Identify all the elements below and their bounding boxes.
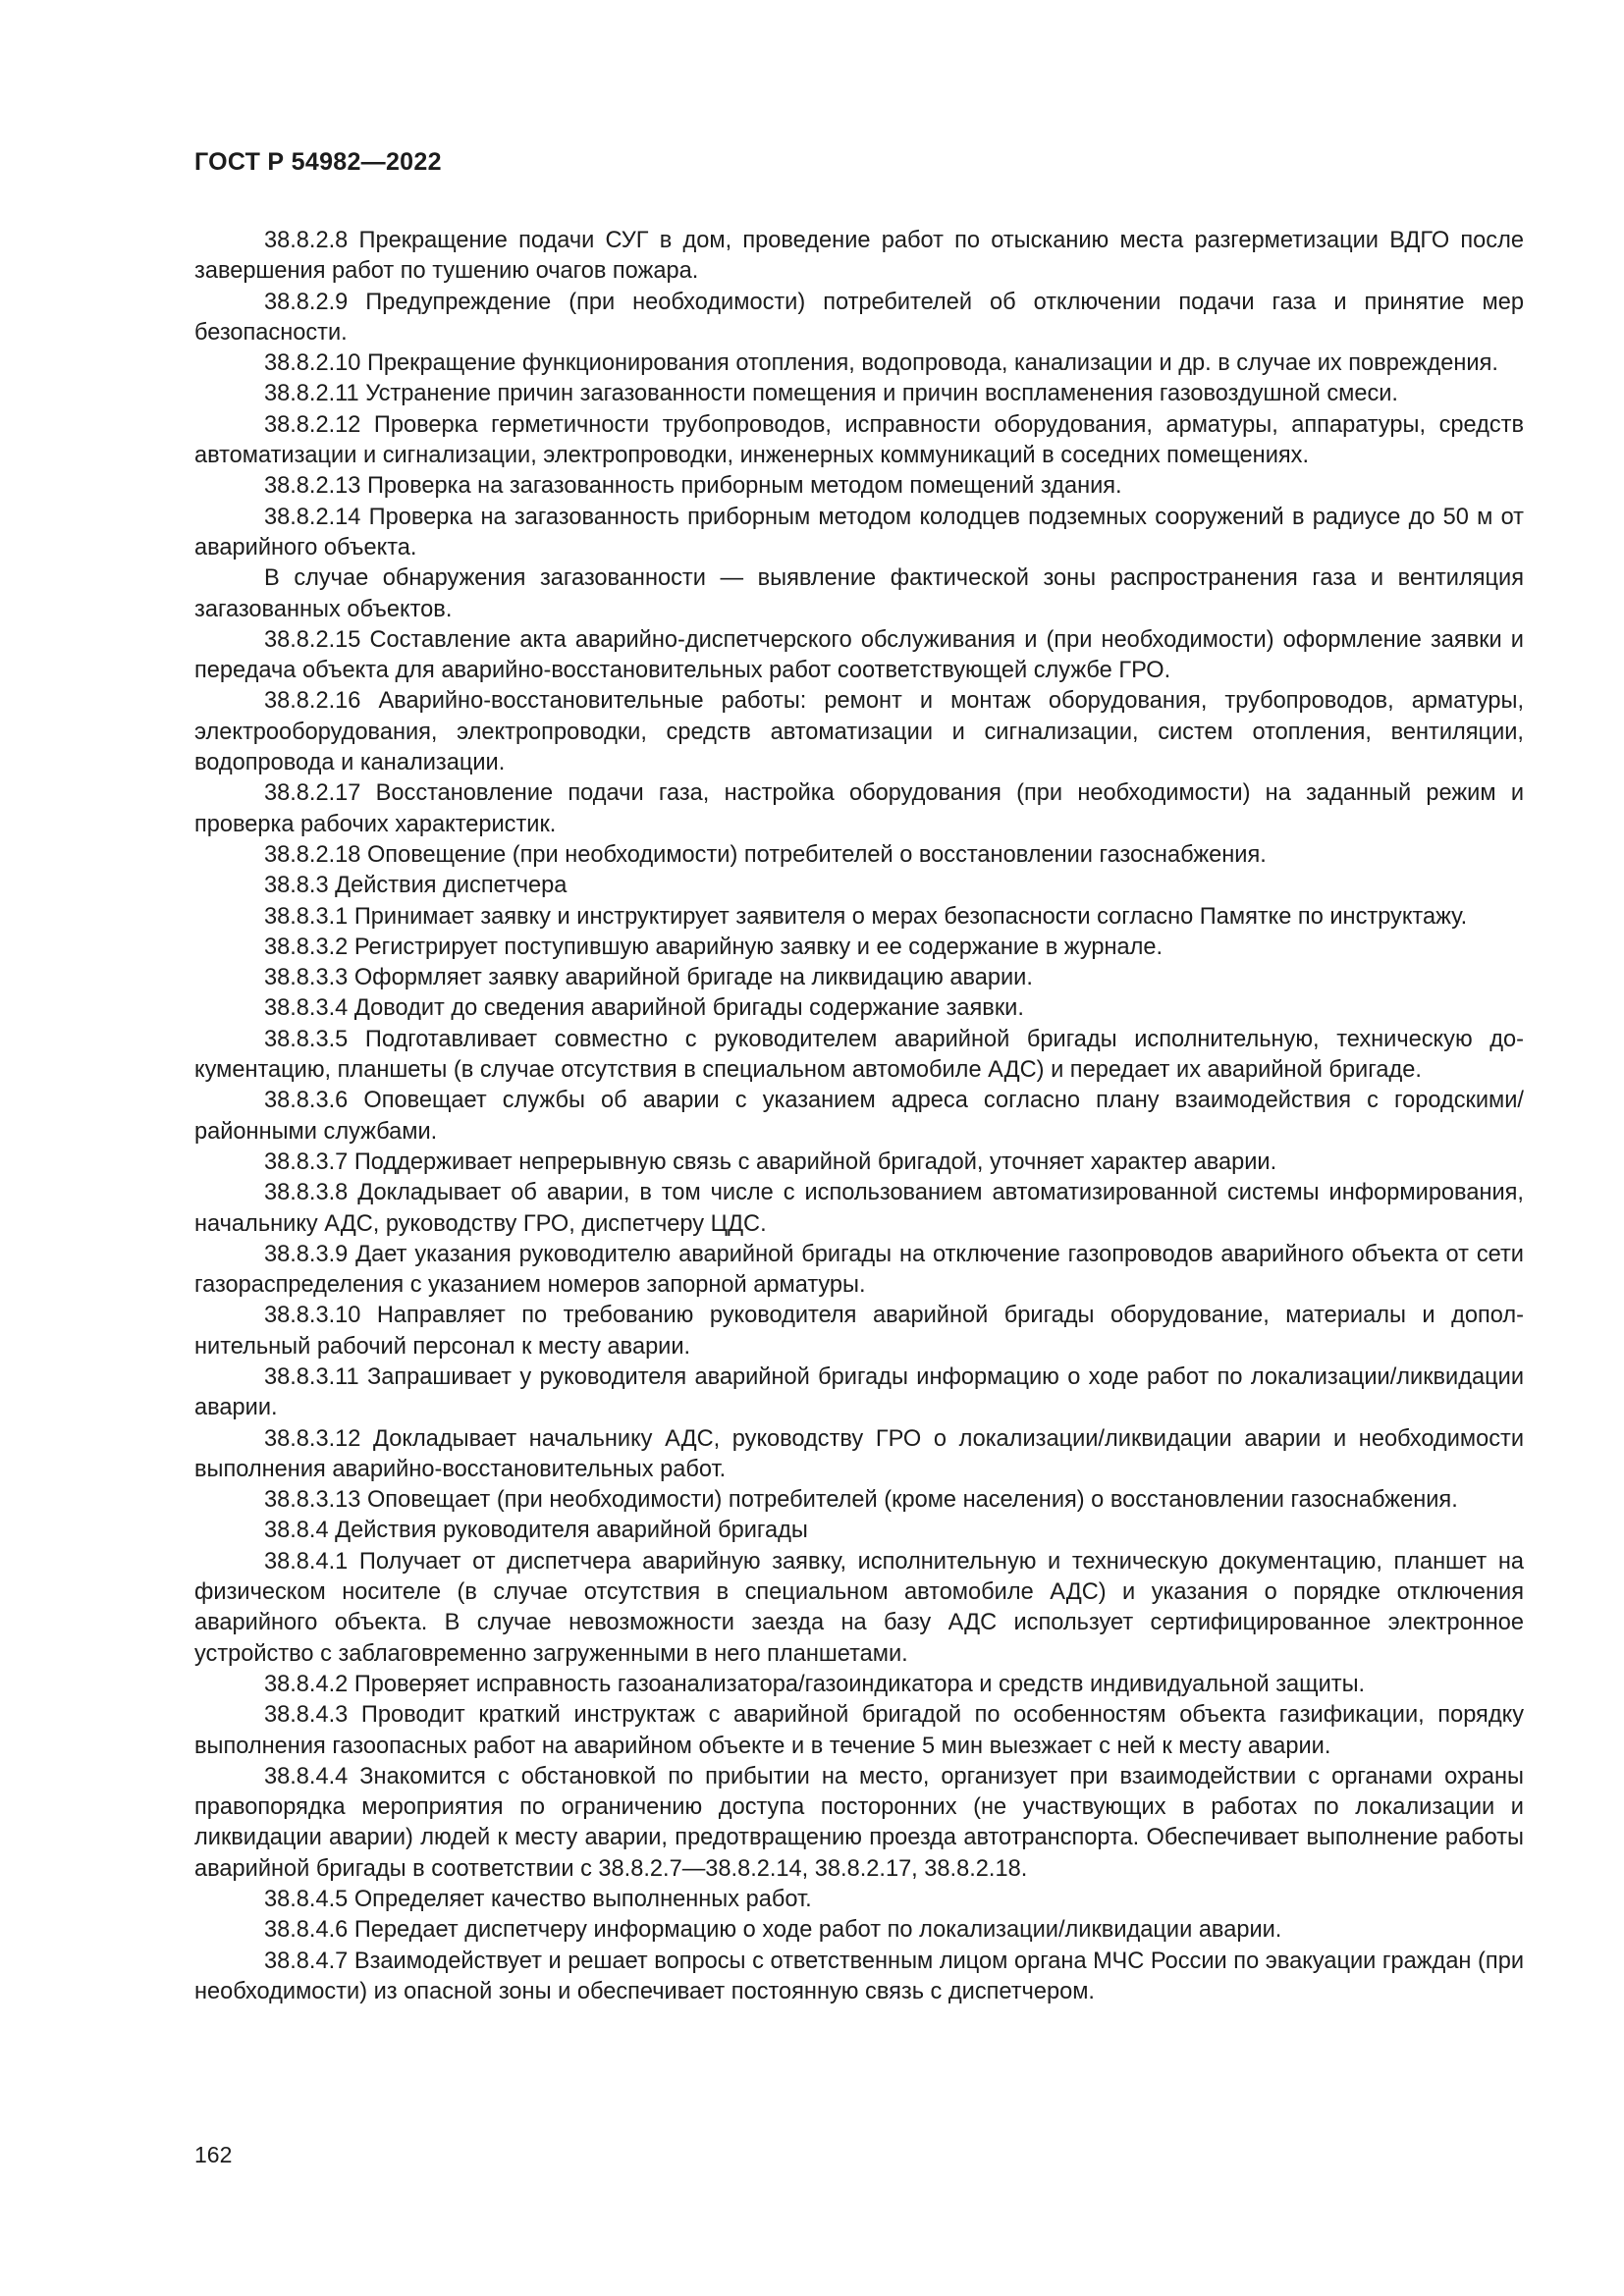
paragraph-38-8-4-6: 38.8.4.6 Передает диспетчеру информацию о ходе работ по локализации/​ликвидации аварии. bbox=[264, 1917, 1282, 1944]
paragraph-38-8-2-14: 38.8.2.14 Проверка на загазованность приборным методом колодцев подземных сооружений в радиусе до 50 м от аварийного объекта. bbox=[194, 504, 1524, 561]
paragraph-38-8-3-5: 38.8.3.5 Подготавливает совместно с руководителем аварийной бригады исполнительную, техническую документацию, планшеты (в случае отсутствия в специальном автомобиле АДС) и передает их аварийной бригаде. bbox=[194, 1026, 1524, 1084]
paragraph-38-8-2-15: 38.8.2.15 Составление акта аварийно-диспетчерского обслуживания и (при необходимости) оформление заявки и передача объекта для аварийно-восстановительных работ соответствующей службе ГРО. bbox=[194, 626, 1524, 684]
document-body bbox=[194, 226, 1524, 2007]
paragraph-38-8-2-17: 38.8.2.17 Восстановление подачи газа, настройка оборудования (при необходимости) на заданный режим и проверка рабочих характеристик. bbox=[194, 780, 1524, 837]
paragraph-38-8-2-8: 38.8.2.8 Прекращение подачи СУГ в дом, проведение работ по отысканию места разгерметизации ВДГО после завершения работ по тушению очагов пожара. bbox=[194, 228, 1524, 285]
paragraph-gas-detection: В случае обнаружения загазованности — выявление фактической зоны распространения газа и вентиляция загазованных объектов. bbox=[194, 565, 1524, 622]
paragraph-38-8-3-6: 38.8.3.6 Оповещает службы об аварии с указанием адреса согласно плану взаимодействия с городскими/​районными службами. bbox=[194, 1088, 1524, 1145]
paragraph-38-8-3-4: 38.8.3.4 Доводит до сведения аварийной бригады содержание заявки. bbox=[264, 995, 1024, 1022]
page-number: 162 bbox=[194, 2142, 233, 2167]
paragraph-38-8-3-12: 38.8.3.12 Докладывает начальнику АДС, руководству ГРО о локализации/​ликвидации аварии и необходимости выполнения аварийно-восстановительных работ. bbox=[194, 1425, 1524, 1482]
paragraph-38-8-4-7: 38.8.4.7 Взаимодействует и решает вопросы с ответственным лицом органа МЧС России по эвакуации граждан (при необходимости) из опасной зоны и обеспечивает постоянную связь с диспетчером. bbox=[194, 1948, 1524, 2004]
paragraph-38-8-2-18: 38.8.2.18 Оповещение (при необходимости) потребителей о восстановлении газоснабжения. bbox=[264, 841, 1267, 868]
paragraph-38-8-3-13: 38.8.3.13 Оповещает (при необходимости) потребителей (кроме населения) о восстановлении газоснабжения. bbox=[264, 1487, 1458, 1514]
paragraph-38-8-4-4: 38.8.4.4 Знакомится с обстановкой по прибытии на место, организует при взаимодействии с органами охраны правопорядка мероприятия по ограничению доступа посторонних (не участвующих в работах по локализации и ликвидации аварии) людей к месту аварии, предотвращению проезда автотранспорта. Обеспечивает выполнение работы аварийной бригады в соответствии с 38.8.2.7—38.8.2.14, 38.8.2.17, 38.8.2.18. bbox=[194, 1763, 1524, 1882]
paragraph-38-8-3-7: 38.8.3.7 Поддерживает непрерывную связь с аварийной бригадой, уточняет характер аварии. bbox=[264, 1148, 1277, 1175]
paragraph-38-8-4-3: 38.8.4.3 Проводит краткий инструктаж с аварийной бригадой по особенностям объекта газификации, порядку выполнения газоопасных работ на аварийном объекте и в течение 5 мин выезжает с ней к месту аварии. bbox=[194, 1702, 1524, 1759]
paragraph-38-8-3-11: 38.8.3.11 Запрашивает у руководителя аварийной бригады информацию о ходе работ по локализации/​ликвидации аварии. bbox=[194, 1363, 1524, 1421]
section-heading-38-8-4: 38.8.4 Действия руководителя аварийной бригады bbox=[264, 1518, 808, 1544]
paragraph-38-8-4-1: 38.8.4.1 Получает от диспетчера аварийную заявку, исполнительную и техническую документацию, планшет на физическом носителе (в случае отсутствия в специальном автомобиле АДС) и указания о порядке отключения аварийного объекта. В случае невозможности заезда на базу АДС использует сертифицированное электронное устройство с заблаговременно загруженными в него планшетами. bbox=[194, 1548, 1524, 1667]
paragraph-38-8-3-10: 38.8.3.10 Направляет по требованию руководителя аварийной бригады оборудование, материалы и дополнительный рабочий персонал к месту аварии. bbox=[194, 1303, 1524, 1360]
paragraph-38-8-3-9: 38.8.3.9 Дает указания руководителю аварийной бригады на отключение газопроводов аварийного объекта от сети газораспределения с указанием номеров запорной арматуры. bbox=[194, 1241, 1524, 1299]
paragraph-38-8-3-1: 38.8.3.1 Принимает заявку и инструктирует заявителя о мерах безопасности согласно Памятке по инструктажу. bbox=[264, 903, 1468, 930]
standard-header: ГОСТ Р 54982—2022 bbox=[194, 148, 442, 176]
paragraph-38-8-2-12: 38.8.2.12 Проверка герметичности трубопроводов, исправности оборудования, арматуры, аппаратуры, средств автоматизации и сигнализации, электропроводки, инженерных коммуникаций в соседних помещениях. bbox=[194, 411, 1524, 469]
paragraph-38-8-2-13: 38.8.2.13 Проверка на загазованность приборным методом помещений здания. bbox=[264, 473, 1122, 500]
paragraph-38-8-3-3: 38.8.3.3 Оформляет заявку аварийной бригаде на ликвидацию аварии. bbox=[264, 965, 1033, 991]
paragraph-38-8-3-2: 38.8.3.2 Регистрирует поступившую аварийную заявку и ее содержание в журнале. bbox=[264, 934, 1164, 960]
paragraph-38-8-4-2: 38.8.4.2 Проверяет исправность газоанализатора/​газоиндикатора и средств индивидуальной защиты. bbox=[264, 1671, 1366, 1697]
paragraph-38-8-2-9: 38.8.2.9 Предупреждение (при необходимости) потребителей об отключении подачи газа и принятие мер безопасности. bbox=[194, 289, 1524, 346]
paragraph-38-8-2-11: 38.8.2.11 Устранение причин загазованности помещения и причин воспламенения газовоздушной смеси. bbox=[264, 381, 1398, 407]
paragraph-38-8-4-5: 38.8.4.5 Определяет качество выполненных работ. bbox=[264, 1887, 812, 1913]
paragraph-38-8-2-10: 38.8.2.10 Прекращение функционирования отопления, водопровода, канализации и др. в случае их повреждения. bbox=[264, 350, 1498, 377]
paragraph-38-8-3-8: 38.8.3.8 Докладывает об аварии, в том числе с использованием автоматизированной системы информирования, начальнику АДС, руководству ГРО, диспетчеру ЦДС. bbox=[194, 1180, 1524, 1237]
section-heading-38-8-3: 38.8.3 Действия диспетчера bbox=[264, 873, 568, 899]
paragraph-38-8-2-16: 38.8.2.16 Аварийно-восстановительные работы: ремонт и монтаж оборудования, трубопроводов, арматуры, электрооборудования, электропроводки, средств автоматизации и сигнализации, систем отопления, вентиляции, водопровода и канализации. bbox=[194, 688, 1524, 776]
